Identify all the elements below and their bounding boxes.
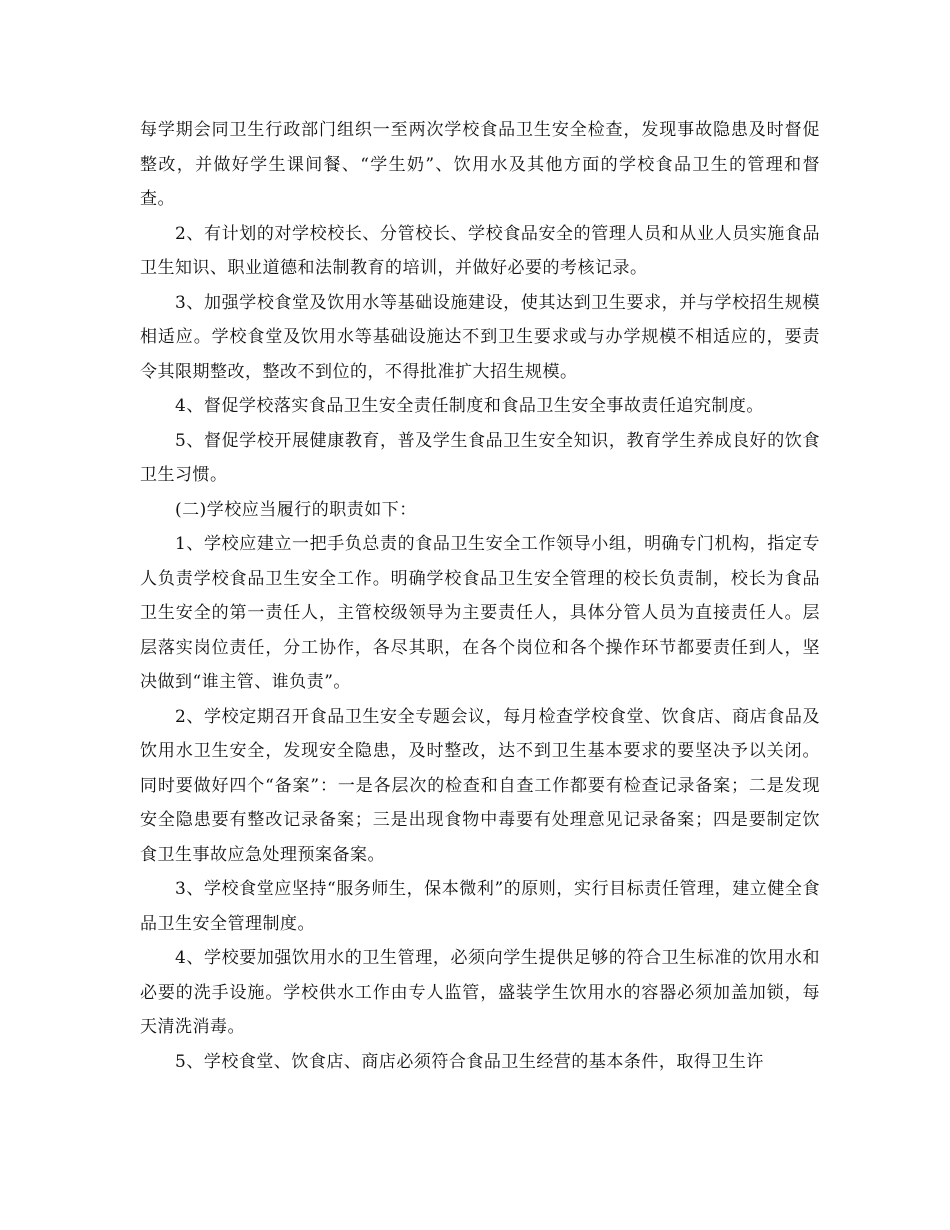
paragraph-item-4: 4、督促学校落实食品卫生安全责任制度和食品卫生安全事故责任追究制度。	[175, 396, 764, 416]
paragraph-continuation: 每学期会同卫生行政部门组织一至两次学校食品卫生安全检查，发现事故隐患及时督促整改，并做好学生课间餐、“学生奶”、饮用水及其他方面的学校食品卫生的管理和督查。	[140, 120, 820, 209]
paragraph-school-item-3: 3、学校食堂应坚持“服务师生，保本微利”的原则，实行目标责任管理，建立健全食品卫生安全管理制度。	[140, 879, 820, 934]
paragraph-school-item-2: 2、学校定期召开食品卫生安全专题会议，每月检查学校食堂、饮食店、商店食品及饮用水卫生安全，发现安全隐患，及时整改，达不到卫生基本要求的要坚决予以关闭。同时要做好四个“备案”：一是各层次的检查和自查工作都要有检查记录备案；二是发现安全隐患要有整改记录备案；三是出现食物中毒要有处理意见记录备案；四是要制定饮食卫生事故应急处理预案备案。	[140, 706, 820, 865]
paragraph-school-item-4: 4、学校要加强饮用水的卫生管理，必须向学生提供足够的符合卫生标准的饮用水和必要的洗手设施。学校供水工作由专人监管，盛装学生饮用水的容器必须加盖加锁，每天清洗消毒。	[140, 948, 820, 1037]
document-body	[140, 113, 820, 1079]
section-heading-school-duties: (二)学校应当履行的职责如下：	[175, 499, 417, 520]
paragraph-item-2: 2、有计划的对学校校长、分管校长、学校食品安全的管理人员和从业人员实施食品卫生知识、职业道德和法制教育的培训，并做好必要的考核记录。	[140, 223, 820, 278]
paragraph-school-item-1: 1、学校应建立一把手负总责的食品卫生安全工作领导小组，明确专门机构，指定专人负责学校食品卫生安全工作。明确学校食品卫生安全管理的校长负责制，校长为食品卫生安全的第一责任人，主管校级领导为主要责任人，具体分管人员为直接责任人。层层落实岗位责任，分工协作，各尽其职，在各个岗位和各个操作环节都要责任到人，坚决做到“谁主管、谁负责”。	[140, 534, 820, 692]
paragraph-item-3: 3、加强学校食堂及饮用水等基础设施建设，使其达到卫生要求，并与学校招生规模相适应。学校食堂及饮用水等基础设施达不到卫生要求或与办学规模不相适应的，要责令其限期整改，整改不到位的，不得批准扩大招生规模。	[140, 292, 820, 382]
paragraph-school-item-5: 5、学校食堂、饮食店、商店必须符合食品卫生经营的基本条件，取得卫生许	[175, 1051, 764, 1072]
paragraph-item-5: 5、督促学校开展健康教育，普及学生食品卫生安全知识，教育学生养成良好的饮食卫生习惯。	[140, 430, 820, 485]
